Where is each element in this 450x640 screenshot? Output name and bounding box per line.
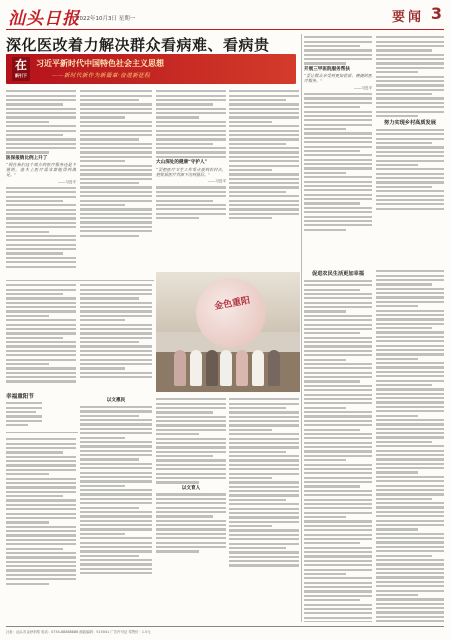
- banner-tag-main: 在: [14, 58, 27, 72]
- article-column-5: [304, 34, 372, 264]
- section-divider: [6, 280, 154, 281]
- quote-1: “现在我们这个地方的医疗服务还是不错的，基本上医疗需求都能得到满足。”: [6, 162, 76, 178]
- quote-2: “要把医疗卫生工作重点放到农村去，把优质医疗资源下沉到基层。”: [156, 166, 226, 177]
- issue-date: 2022年10月3日 星期一: [76, 16, 136, 22]
- section-title-5: 促进农民生活更加幸福: [312, 271, 364, 277]
- article-column-7: [304, 268, 372, 622]
- photo-caption-block: [6, 392, 42, 428]
- section-title-4: 努力实现乡村高质发展: [384, 120, 436, 127]
- section-name: 要闻: [391, 10, 424, 25]
- column-divider: [301, 34, 302, 622]
- banner-tag: [12, 57, 30, 81]
- article-column-13: [156, 396, 226, 622]
- article-column-9: [6, 282, 76, 390]
- article-column-10: [80, 282, 152, 390]
- column-banner: [6, 54, 296, 84]
- article-column-4: [229, 88, 299, 268]
- feature-photo: [156, 272, 300, 392]
- article-column-8: [376, 268, 444, 622]
- section-title-1: 医保报销比例上升了: [6, 155, 48, 161]
- section-divider-2: [6, 432, 78, 433]
- masthead: [6, 4, 444, 30]
- banner-tag-small: 新引下: [15, 73, 27, 78]
- article-column-11: [6, 436, 76, 622]
- quote-3: “要让群众享受到更加优质、便捷的医疗服务。”: [304, 73, 372, 84]
- banner-subtitle: ——新时代新作为新篇章·奋进新征程: [52, 73, 151, 79]
- article-column-14: [229, 396, 299, 622]
- section-title-3: 开展三甲医院服务帮扶: [304, 66, 350, 72]
- photo-backdrop-disc: [196, 278, 266, 348]
- main-headline: 深化医改着力解决群众看病难、看病贵: [6, 36, 270, 54]
- quote-1-source: ——习近平: [58, 179, 76, 184]
- quote-3-source: ——习近平: [354, 86, 372, 91]
- photo-caption-title: 幸福重阳节: [6, 394, 34, 400]
- article-column-6: [376, 34, 444, 264]
- page-footer: 社址：汕头市金砂东路 电话：0754-88888888 邮政编码：515041 广告许可证 零售价：1.5元: [6, 626, 444, 636]
- section-title-6: 以文惠民: [106, 398, 126, 403]
- article-column-2: [80, 88, 152, 278]
- section-title-7: 以文育人: [181, 485, 201, 491]
- article-column-3: [156, 88, 226, 268]
- banner-title: 习近平新时代中国特色社会主义思想: [36, 59, 164, 68]
- article-column-12: [80, 396, 152, 622]
- section-title-2: 大山深处的健康“守护人”: [156, 160, 208, 165]
- page-number: 3: [430, 4, 442, 23]
- quote-2-source: ——习近平: [208, 179, 226, 184]
- photo-disc-text: 金色重阳: [213, 295, 251, 313]
- article-column-1: [6, 88, 76, 278]
- newspaper-logo: 汕头日报: [8, 9, 80, 29]
